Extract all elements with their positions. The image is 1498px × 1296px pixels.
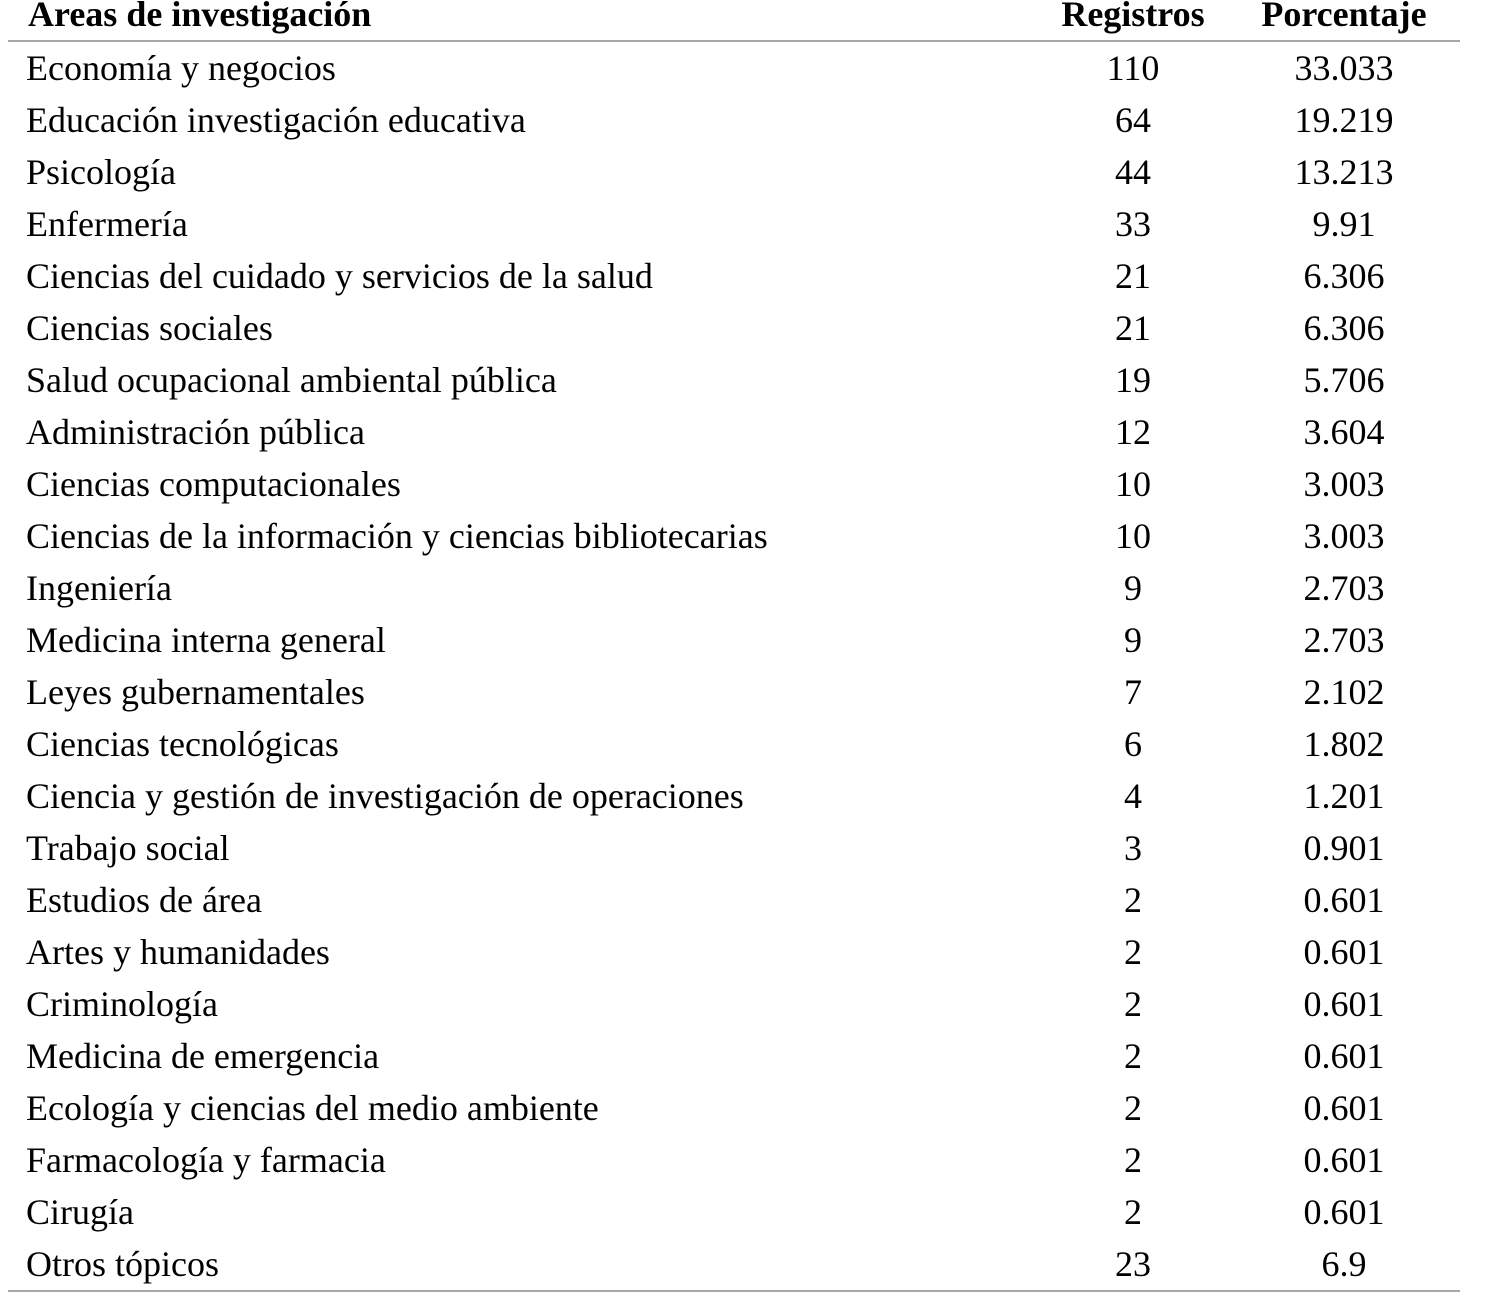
cell-porcentaje: 2.703 xyxy=(1303,620,1385,660)
cell-area: Cirugía xyxy=(26,1192,134,1232)
cell-registros: 21 xyxy=(1115,308,1151,348)
table-row xyxy=(8,978,1460,1030)
header-row xyxy=(8,0,1460,41)
cell-registros: 10 xyxy=(1115,464,1151,504)
cell-porcentaje: 6.306 xyxy=(1303,308,1385,348)
cell-porcentaje: 0.901 xyxy=(1303,828,1385,868)
header-area: Areas de investigación xyxy=(8,0,1038,41)
research-areas-table xyxy=(8,0,1460,1292)
table-row xyxy=(8,146,1460,198)
cell-porcentaje: 2.703 xyxy=(1303,568,1385,608)
table-row xyxy=(8,354,1460,406)
cell-registros: 21 xyxy=(1115,256,1151,296)
cell-area: Administración pública xyxy=(26,412,365,452)
cell-area: Leyes gubernamentales xyxy=(26,672,365,712)
cell-porcentaje: 6.306 xyxy=(1303,256,1385,296)
cell-registros: 10 xyxy=(1115,516,1151,556)
cell-porcentaje: 0.601 xyxy=(1303,1088,1385,1128)
cell-registros: 2 xyxy=(1124,880,1142,920)
cell-area: Ecología y ciencias del medio ambiente xyxy=(26,1088,599,1128)
cell-porcentaje: 2.102 xyxy=(1303,672,1385,712)
cell-registros: 4 xyxy=(1124,776,1142,816)
table-row xyxy=(8,94,1460,146)
cell-registros: 2 xyxy=(1124,984,1142,1024)
cell-area: Farmacología y farmacia xyxy=(26,1140,386,1180)
table-row xyxy=(8,1082,1460,1134)
cell-porcentaje: 9.91 xyxy=(1312,204,1376,244)
table-row xyxy=(8,510,1460,562)
cell-area: Ciencias sociales xyxy=(26,308,273,348)
cell-registros: 44 xyxy=(1115,152,1151,192)
cell-porcentaje: 0.601 xyxy=(1303,984,1385,1024)
cell-porcentaje: 0.601 xyxy=(1303,880,1385,920)
cell-area: Artes y humanidades xyxy=(26,932,330,972)
table-row xyxy=(8,874,1460,926)
cell-area: Educación investigación educativa xyxy=(26,100,526,140)
cell-porcentaje: 0.601 xyxy=(1303,1140,1385,1180)
table-row xyxy=(8,614,1460,666)
cell-porcentaje: 13.213 xyxy=(1294,152,1394,192)
cell-area: Enfermería xyxy=(26,204,188,244)
research-areas-table-container xyxy=(8,0,1460,1292)
cell-area: Ciencias computacionales xyxy=(26,464,401,504)
table-header xyxy=(8,0,1460,41)
cell-area: Psicología xyxy=(26,152,176,192)
cell-area: Otros tópicos xyxy=(8,1238,1038,1291)
cell-registros: 33 xyxy=(1115,204,1151,244)
cell-area: Estudios de área xyxy=(26,880,262,920)
table-row xyxy=(8,198,1460,250)
cell-area: Ciencias tecnológicas xyxy=(26,724,339,764)
cell-porcentaje: 6.9 xyxy=(1228,1238,1460,1291)
table-row xyxy=(8,1238,1460,1291)
cell-area: Salud ocupacional ambiental pública xyxy=(26,360,557,400)
table-row xyxy=(8,302,1460,354)
cell-area: Ingeniería xyxy=(26,568,172,608)
cell-area: Medicina de emergencia xyxy=(26,1036,380,1076)
cell-registros: 19 xyxy=(1115,360,1151,400)
cell-area: Ciencias del cuidado y servicios de la salud xyxy=(26,256,653,296)
cell-registros: 23 xyxy=(1038,1238,1228,1291)
cell-porcentaje: 3.604 xyxy=(1303,412,1385,452)
cell-registros: 12 xyxy=(1115,412,1151,452)
cell-registros: 2 xyxy=(1124,1088,1142,1128)
table-row xyxy=(8,406,1460,458)
cell-registros: 7 xyxy=(1124,672,1142,712)
table-row xyxy=(8,1186,1460,1238)
cell-porcentaje: 0.601 xyxy=(1303,1192,1385,1232)
cell-registros: 2 xyxy=(1124,1140,1142,1180)
cell-porcentaje: 3.003 xyxy=(1303,464,1385,504)
cell-registros: 9 xyxy=(1124,620,1142,660)
cell-porcentaje: 0.601 xyxy=(1303,1036,1385,1076)
cell-area: Trabajo social xyxy=(26,828,230,868)
cell-porcentaje: 1.802 xyxy=(1303,724,1385,764)
table-row xyxy=(8,718,1460,770)
cell-registros: 110 xyxy=(1106,48,1160,88)
table-body xyxy=(8,41,1460,1291)
cell-porcentaje: 19.219 xyxy=(1294,100,1394,140)
table-row xyxy=(8,562,1460,614)
header-porcentaje: Porcentaje xyxy=(1228,0,1460,41)
table-row xyxy=(8,1030,1460,1082)
cell-area: Ciencia y gestión de investigación de operaciones xyxy=(26,776,744,816)
cell-area: Economía y negocios xyxy=(26,48,336,88)
cell-area: Criminología xyxy=(26,984,218,1024)
table-row xyxy=(8,458,1460,510)
table-row xyxy=(8,41,1460,94)
cell-porcentaje: 1.201 xyxy=(1303,776,1385,816)
table-row xyxy=(8,822,1460,874)
table-row xyxy=(8,770,1460,822)
cell-registros: 2 xyxy=(1124,932,1142,972)
cell-registros: 3 xyxy=(1124,828,1142,868)
table-row xyxy=(8,666,1460,718)
cell-porcentaje: 0.601 xyxy=(1303,932,1385,972)
table-row xyxy=(8,250,1460,302)
cell-registros: 6 xyxy=(1124,724,1142,764)
cell-area: Medicina interna general xyxy=(26,620,386,660)
table-row xyxy=(8,926,1460,978)
cell-porcentaje: 5.706 xyxy=(1303,360,1385,400)
cell-registros: 64 xyxy=(1115,100,1151,140)
cell-porcentaje: 33.033 xyxy=(1294,48,1394,88)
cell-porcentaje: 3.003 xyxy=(1303,516,1385,556)
table-row xyxy=(8,1134,1460,1186)
cell-registros: 2 xyxy=(1124,1192,1142,1232)
cell-registros: 2 xyxy=(1124,1036,1142,1076)
cell-registros: 9 xyxy=(1124,568,1142,608)
cell-area: Ciencias de la información y ciencias bibliotecarias xyxy=(26,516,768,556)
header-registros: Registros xyxy=(1038,0,1228,41)
